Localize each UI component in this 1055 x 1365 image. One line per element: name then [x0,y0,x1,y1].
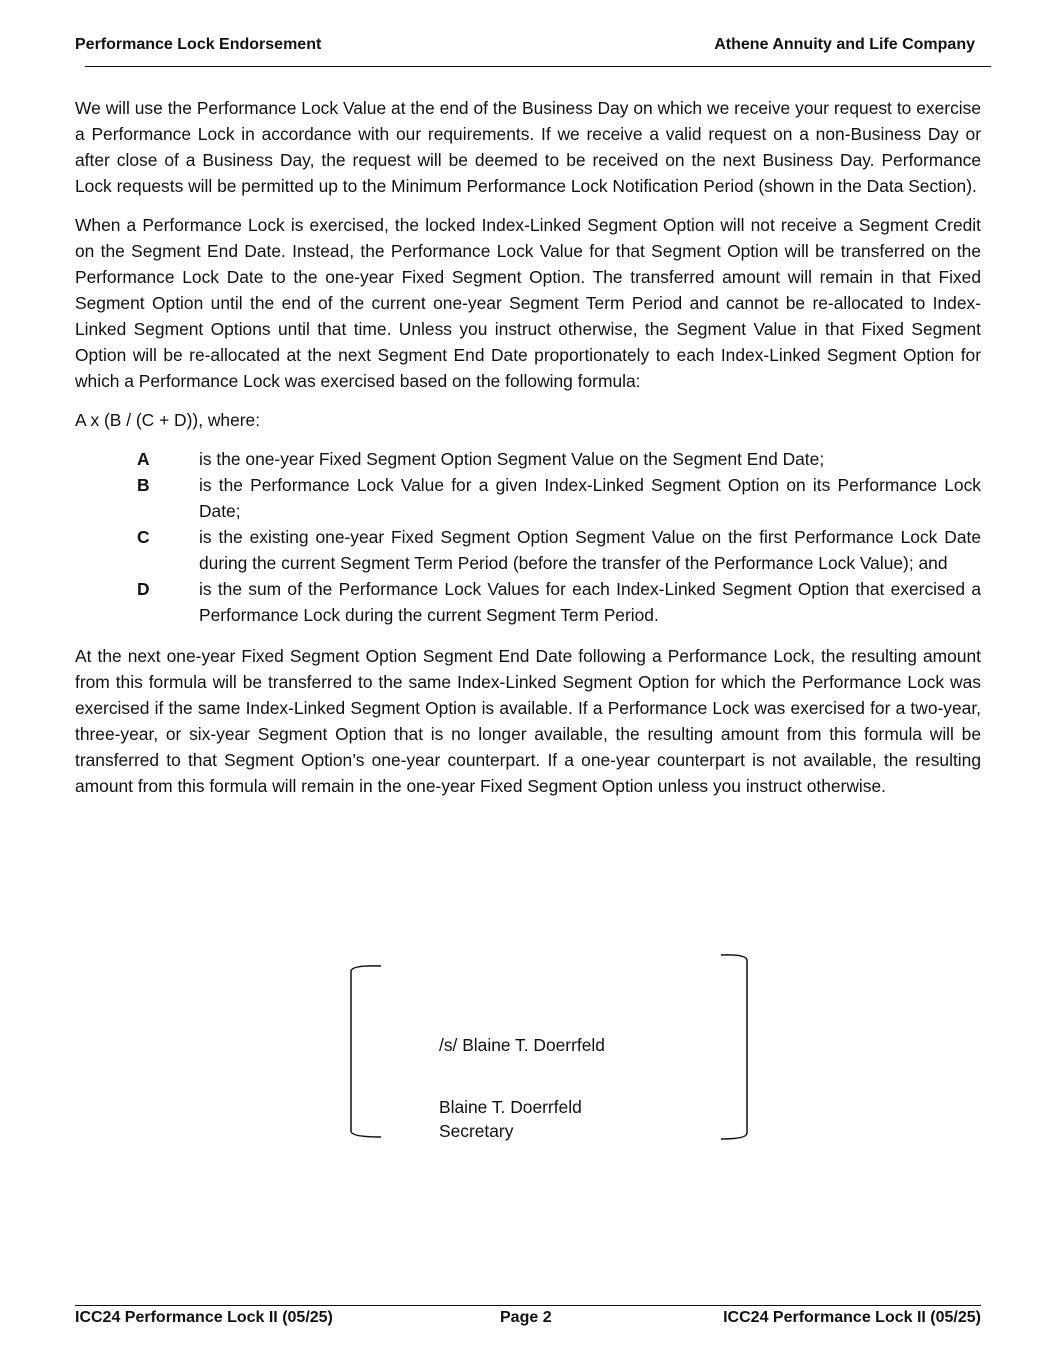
definition-text: is the existing one-year Fixed Segment Option Segment Value on the first Performance Lock Date during the current Segment Term Period (before the transfer of the Performance Lock Value); and [199,527,981,573]
definition-text: is the one-year Fixed Segment Option Segment Value on the Segment End Date; [199,449,825,469]
signature-block [348,953,750,1143]
header-document-title: Performance Lock Endorsement [75,36,322,53]
paragraph-reallocation: At the next one-year Fixed Segment Option Segment End Date following a Performance Lock, the resulting amount from this formula will be transferred to the same Index-Linked Segment Option for which the Performance Lock was exercised if the same Index-Linked Segment Option is available. If a Performance Lock was exercised for a two-year, three-year, or six-year Segment Option that is no longer available, the resulting amount from this formula will be transferred to that Segment Option’s one-year counterpart. If a one-year counterpart is not available, the resulting amount from this formula will remain in the one-year Fixed Segment Option unless you instruct otherwise. [75,646,981,796]
definition-key: A [137,449,150,469]
document-body [75,95,981,812]
footer-divider [75,1305,981,1306]
definition-key: D [137,579,150,599]
header-divider [85,66,991,67]
definition-item [75,446,981,472]
formula-definitions [75,446,981,628]
paragraph-lock-exercise: When a Performance Lock is exercised, the locked Index-Linked Segment Option will not receive a Segment Credit on the Segment End Date. Instead, the Performance Lock Value for that Segment Option will be transferred on the Performance Lock Date to the one-year Fixed Segment Option. The transferred amount will remain in that Fixed Segment Option until the end of the current one-year Segment Term Period and cannot be re-allocated to Index-Linked Segment Options until that time. Unless you instruct otherwise, the Segment Value in that Fixed Segment Option will be re-allocated at the next Segment End Date proportionately to each Index-Linked Segment Option for which a Performance Lock was exercised based on the following formula: [75,215,981,391]
page-number: Page 2 [500,1309,552,1326]
definition-item [75,576,981,628]
definition-text: is the sum of the Performance Lock Values for each Index-Linked Segment Option that exercised a Performance Lock during the current Segment Term Period. [199,579,981,625]
signature-signed: /s/ Blaine T. Doerrfeld [439,1035,605,1055]
definition-item [75,472,981,524]
footer-form-number-left: ICC24 Performance Lock II (05/25) [75,1309,333,1326]
definition-item [75,524,981,576]
header-company-name: Athene Annuity and Life Company [714,36,975,53]
signatory-name: Blaine T. Doerrfeld [439,1097,582,1117]
footer-form-number-right: ICC24 Performance Lock II (05/25) [723,1309,981,1326]
definition-key: B [137,475,150,495]
definition-key: C [137,527,150,547]
formula: A x (B / (C + D)), where: [75,410,261,430]
definition-text: is the Performance Lock Value for a given Index-Linked Segment Option on its Performance Lock Date; [199,475,981,521]
paragraph-request-timing: We will use the Performance Lock Value at the end of the Business Day on which we receive your request to exercise a Performance Lock in accordance with our requirements. If we receive a valid request on a non-Business Day or after close of a Business Day, the request will be deemed to be received on the next Business Day. Performance Lock requests will be permitted up to the Minimum Performance Lock Notification Period (shown in the Data Section). [75,98,981,196]
signatory-title: Secretary [439,1121,514,1141]
